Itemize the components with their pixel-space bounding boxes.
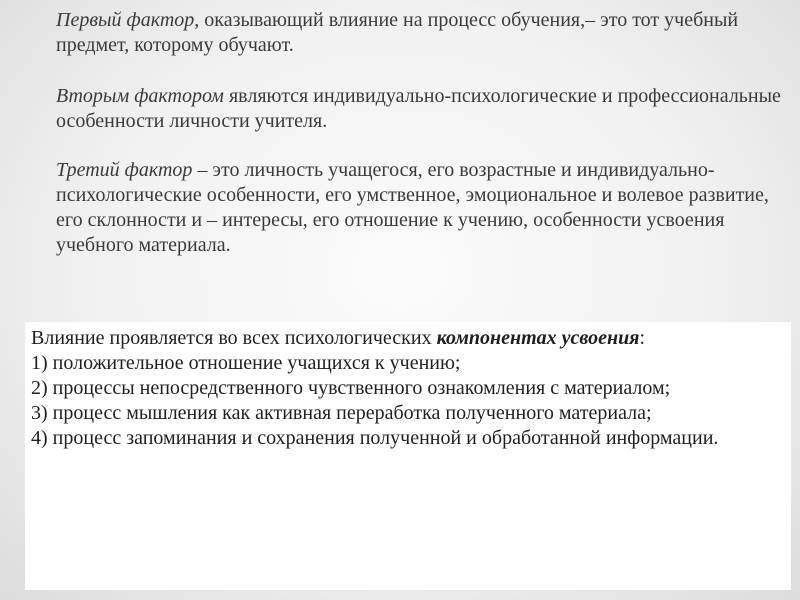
components-intro bbox=[31, 326, 785, 351]
first-factor-lead: Первый фактор, bbox=[56, 9, 200, 31]
component-item-4: 4) процесс запоминания и сохранения полученной и обработанной информации. bbox=[31, 427, 719, 449]
components-intro-colon: : bbox=[639, 327, 646, 349]
second-factor-text: являются индивидуально-психологические и профессиональные особенности личности учителя. bbox=[56, 85, 781, 132]
component-item-3: 3) процесс мышления как активная переработка полученного материала; bbox=[31, 402, 652, 424]
second-factor-lead: Вторым фактором bbox=[56, 85, 224, 107]
component-item-1: 1) положительное отношение учащихся к учению; bbox=[31, 352, 461, 374]
components-keyword: компонентах усвоения bbox=[436, 327, 640, 349]
first-factor-paragraph bbox=[56, 8, 786, 58]
component-item-2: 2) процессы непосредственного чувственного ознакомления с материалом; bbox=[31, 377, 671, 399]
components-box bbox=[25, 322, 791, 590]
first-factor-text: оказывающий влияние на процесс обучения,– это тот учебный предмет, которому обучают. bbox=[56, 9, 739, 56]
second-factor-paragraph bbox=[56, 84, 786, 134]
third-factor-text: – это личность учащегося, его возрастные и индивидуально-психологические особенности, его умственное, эмоциональное и волевое развитие, его склонности и – интересы, его отношение к учению, особенности усвоения учебного материала. bbox=[56, 159, 769, 256]
components-intro-text: Влияние проявляется во всех психологических bbox=[31, 327, 437, 349]
third-factor-lead: Третий фактор bbox=[56, 159, 193, 181]
third-factor-paragraph bbox=[56, 158, 786, 258]
